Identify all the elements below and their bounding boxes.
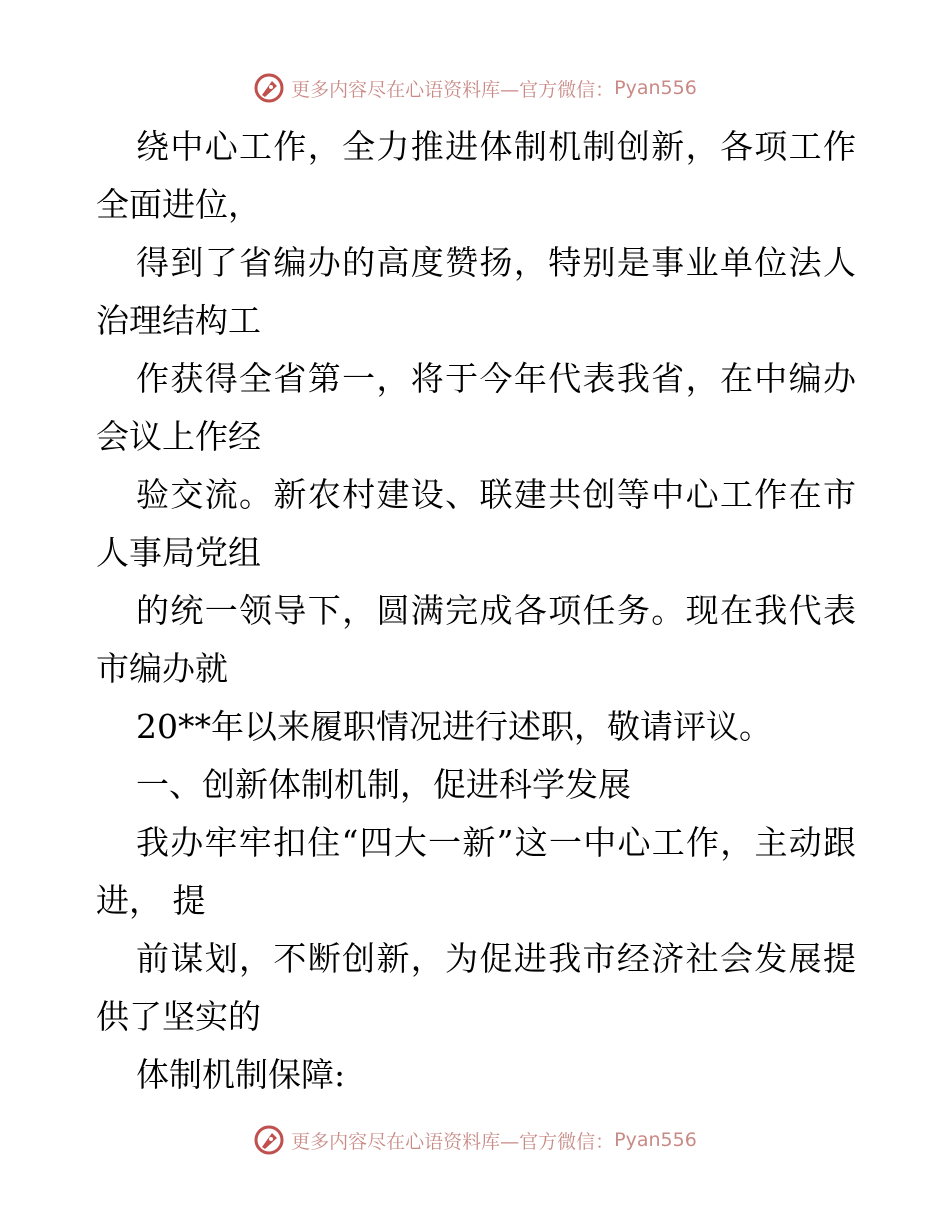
paragraph: 我办牢牢扣住“四大一新”这一中心工作，主动跟进， 提 xyxy=(96,823,856,920)
banner-text: 更多内容尽在心语资料库—官方微信： xyxy=(291,1130,615,1153)
paragraph: 作获得全省第一，将于今年代表我省，在中编办会议上作经 xyxy=(96,359,856,456)
paragraph: 20**年以来履职情况进行述职，敬请评议。 xyxy=(136,707,772,746)
paragraph: 的统一领导下，圆满完成各项任务。现在我代表市编办就 xyxy=(96,591,856,688)
paragraph: 验交流。新农村建设、联建共创等中心工作在市人事局党组 xyxy=(96,475,856,572)
pen-nib-logo-icon xyxy=(253,1124,285,1156)
section-heading: 一、创新体制机制，促进科学发展 xyxy=(136,765,631,804)
banner-text: 更多内容尽在心语资料库—官方微信： xyxy=(291,78,615,101)
banner-wechat-id: Pyan556 xyxy=(614,1129,697,1151)
paragraph: 前谋划，不断创新，为促进我市经济社会发展提供了坚实的 xyxy=(96,939,856,1036)
paragraph: 体制机制保障: xyxy=(136,1055,346,1094)
paragraph: 得到了省编办的高度赞扬，特别是事业单位法人治理结构工 xyxy=(96,243,856,340)
body-text xyxy=(96,118,856,1104)
paragraph: 绕中心工作，全力推进体制机制创新，各项工作全面进位， xyxy=(96,127,856,224)
header-watermark-banner xyxy=(0,68,950,108)
footer-watermark-banner xyxy=(0,1120,950,1160)
banner-wechat-id: Pyan556 xyxy=(614,77,697,99)
pen-nib-logo-icon xyxy=(253,72,285,104)
